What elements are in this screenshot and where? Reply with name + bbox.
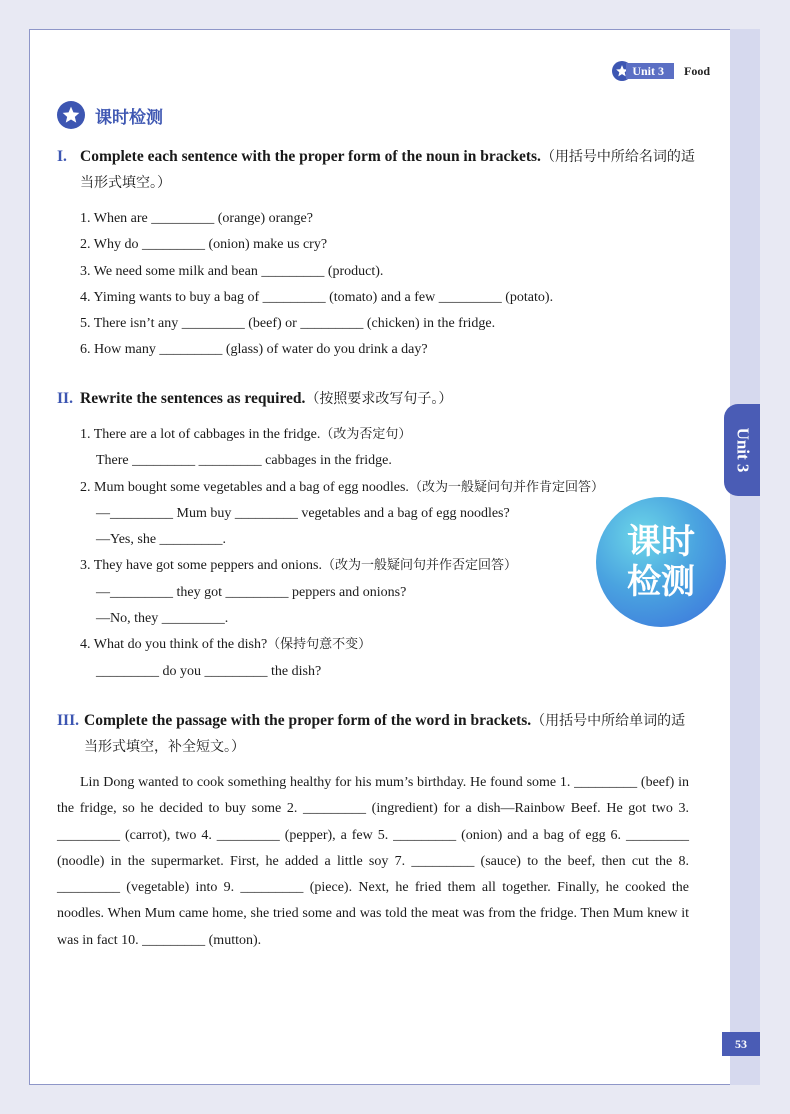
- page-number: 53: [722, 1032, 760, 1056]
- question-1: [57, 422, 697, 448]
- part-3-heading: [57, 708, 697, 760]
- question-text: 2. Mum bought some vegetables and a bag of egg noodles.: [80, 479, 409, 495]
- unit-side-tab: [724, 404, 760, 496]
- part-1-heading: [57, 144, 697, 196]
- list-item: 4. Yiming wants to buy a bag of _________ (tomato) and a few _________ (potato).: [80, 289, 554, 305]
- badge-line-1: 课时: [627, 522, 695, 562]
- question-note: （改为一般疑问句并作否定回答）: [321, 558, 517, 574]
- lesson-test-badge: [596, 497, 726, 627]
- part-1-items: [57, 206, 697, 364]
- star-icon: [57, 101, 85, 129]
- question-2: [57, 475, 697, 501]
- part-2-title-zh: （按照要求改写句子。）: [305, 391, 453, 407]
- question-note: （保持句意不变）: [267, 637, 372, 653]
- question-4: [57, 632, 697, 658]
- unit-topic: Food: [683, 63, 710, 78]
- part-3-number: III.: [57, 712, 79, 729]
- section-title-text: 课时检测: [95, 107, 163, 128]
- section-title: [57, 101, 163, 129]
- list-item: 6. How many _________ (glass) of water do you drink a day?: [80, 342, 428, 358]
- side-strip: [730, 29, 760, 1085]
- passage-text: Lin Dong wanted to cook something healthy for his mum’s birthday. He found some 1. _________ (beef) in the fridge, so he decided to buy some 2. _________ (ingredient) for a dish—Rainbow Beef. He got two 3. _________ (carrot), two 4. _________ (pepper), a few 5. _________ (onion) and a bag of egg 6. _________ (noodle) in the supermarket. First, he added a little soy 7. _________ (sauce) to the beef, then cut the 8. _________ (vegetable) into 9. _________ (piece). Next, he fried them all together. Finally, he cooked the noodles. When Mum came home, she tried some and was told the meat was from the fridge. Then Mum knew it was in fact 10. _________ (mutton).: [57, 775, 689, 948]
- list-item: 5. There isn’t any _________ (beef) or _________ (chicken) in the fridge.: [80, 316, 496, 332]
- question-note: （改为一般疑问句并作肯定回答）: [408, 479, 604, 495]
- list-item: 3. We need some milk and bean _________ (product).: [80, 263, 384, 279]
- part-3: [57, 708, 697, 954]
- question-text: 1. There are a lot of cabbages in the fridge.: [80, 427, 321, 442]
- part-1-title-en: Complete each sentence with the proper form of the noun in brackets.: [80, 148, 541, 165]
- answer-line: _________ do you _________ the dish?: [96, 663, 322, 679]
- part-1-title-zh: （用括号中所给名词的适当形式填空。）: [80, 149, 695, 191]
- part-1: [57, 144, 697, 364]
- question-note: （改为否定句）: [320, 427, 412, 442]
- unit-badge: [612, 61, 674, 81]
- part-2-number: II.: [57, 390, 73, 407]
- list-item: 2. Why do _________ (onion) make us cry?: [80, 237, 328, 253]
- answer-line: —_________ Mum buy _________ vegetables and a bag of egg noodles?: [96, 505, 510, 521]
- part-2-title-en: Rewrite the sentences as required.: [80, 390, 306, 407]
- answer-line: There _________ _________ cabbages in the fridge.: [96, 453, 392, 469]
- page-header: [612, 61, 710, 81]
- answer-line: —Yes, she _________.: [96, 532, 227, 548]
- list-item: 1. When are _________ (orange) orange?: [80, 211, 313, 226]
- part-2-heading: [57, 386, 697, 412]
- unit-side-tab-label: Unit 3: [733, 427, 752, 473]
- part-1-number: I.: [57, 148, 67, 165]
- answer-line: —_________ they got _________ peppers and onions?: [96, 584, 407, 600]
- question-text: 4. What do you think of the dish?: [80, 637, 268, 653]
- unit-label: Unit 3: [626, 63, 674, 79]
- part-3-title-en: Complete the passage with the proper form of the word in brackets.: [84, 712, 532, 729]
- answer-line: —No, they _________.: [96, 611, 229, 627]
- badge-line-2: 检测: [627, 562, 695, 602]
- question-text: 3. They have got some peppers and onions.: [80, 558, 322, 574]
- part-3-title-zh: （用括号中所给单词的适当形式填空，补全短文。）: [84, 713, 686, 755]
